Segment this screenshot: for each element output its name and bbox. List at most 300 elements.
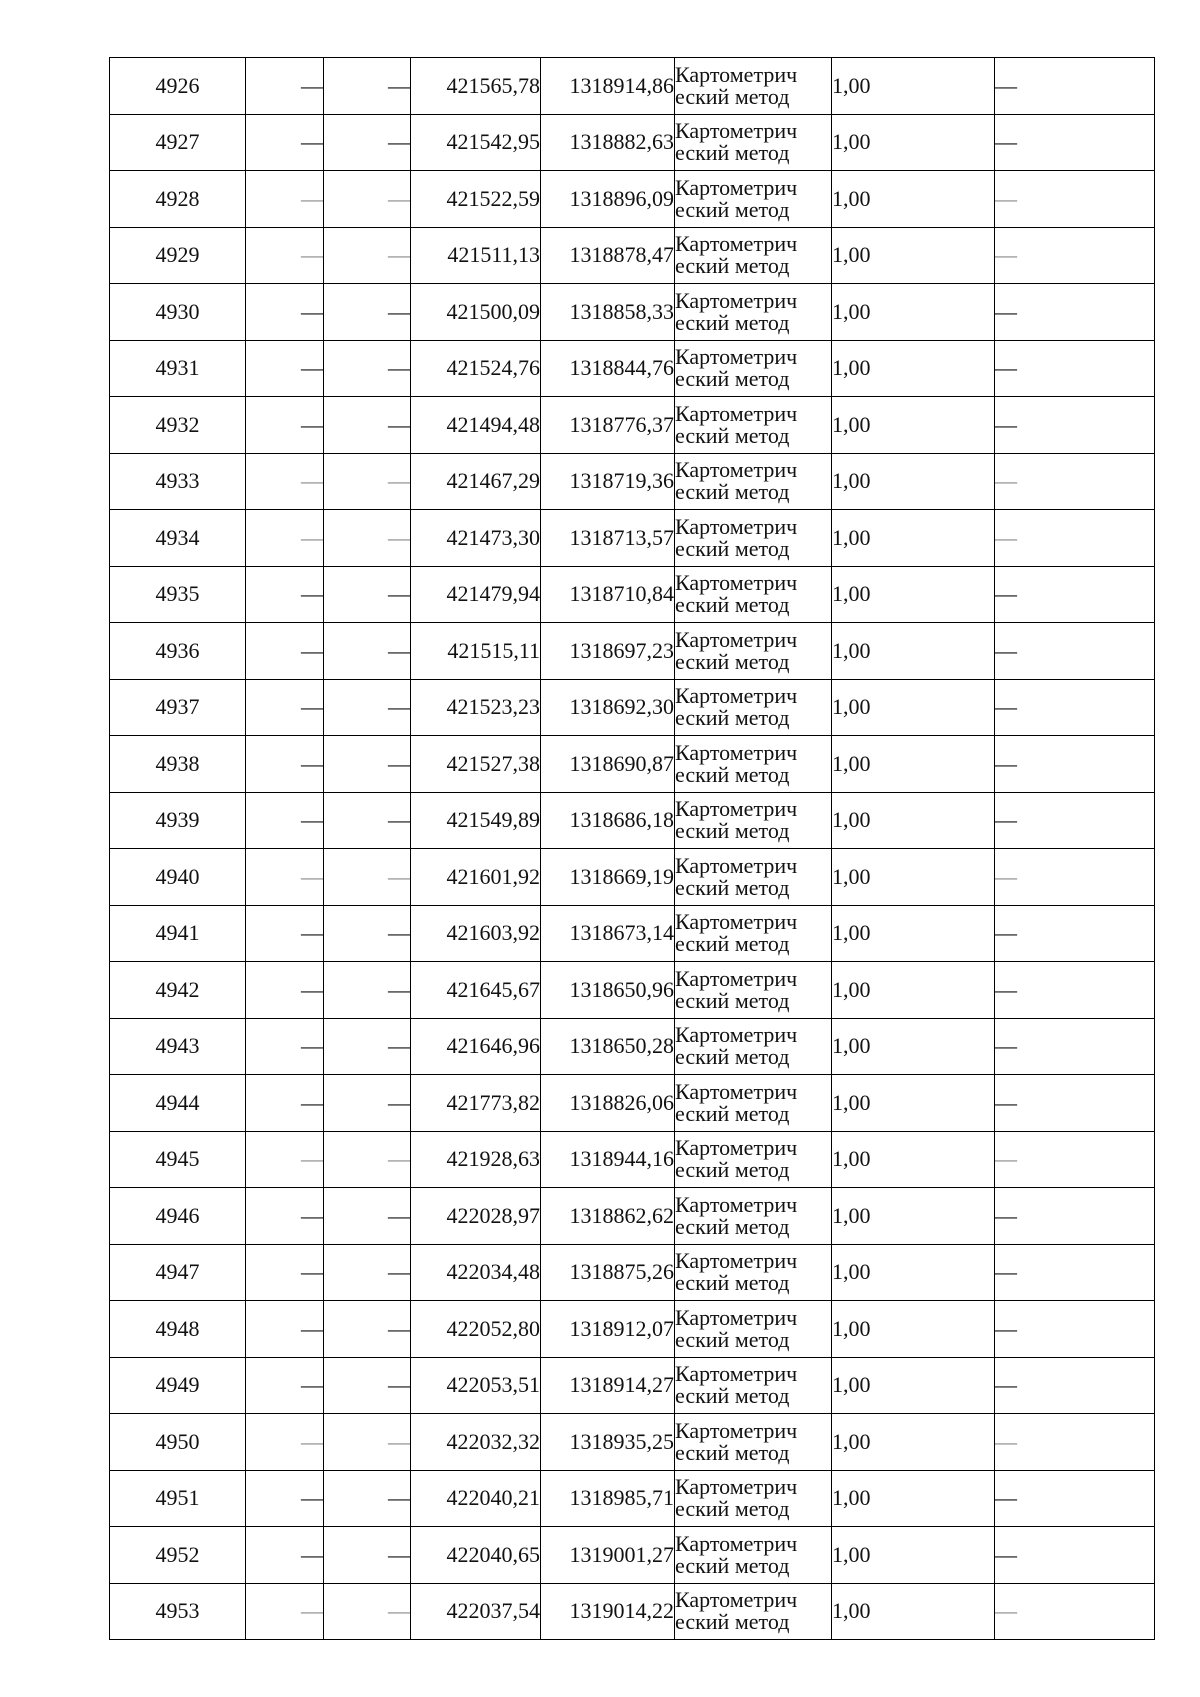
method-text-line-1: Картометрич bbox=[675, 1078, 798, 1104]
table-row bbox=[110, 1301, 1155, 1358]
point-number-cell: 4935 bbox=[110, 566, 246, 623]
x-coordinate-cell: 421473,30 bbox=[411, 510, 541, 567]
method-cell bbox=[675, 171, 832, 228]
method-text-line-1: Картометрич bbox=[675, 1587, 798, 1613]
method-cell bbox=[675, 114, 832, 171]
point-number-cell: 4950 bbox=[110, 1414, 246, 1471]
table-row bbox=[110, 510, 1155, 567]
empty-dash-cell: — bbox=[246, 566, 324, 623]
accuracy-cell: 1,00 bbox=[832, 114, 995, 171]
y-coordinate-cell: 1318692,30 bbox=[541, 679, 675, 736]
method-cell bbox=[675, 736, 832, 793]
y-coordinate-cell: 1318875,26 bbox=[541, 1244, 675, 1301]
y-coordinate-cell: 1318878,47 bbox=[541, 227, 675, 284]
empty-dash-cell: — bbox=[324, 1301, 411, 1358]
table-row bbox=[110, 114, 1155, 171]
y-coordinate-cell: 1318713,57 bbox=[541, 510, 675, 567]
method-text-line-2: еский метод bbox=[675, 648, 790, 674]
y-coordinate-cell: 1318776,37 bbox=[541, 397, 675, 454]
method-text-line-1: Картометрич bbox=[675, 344, 798, 370]
accuracy-cell: 1,00 bbox=[832, 1414, 995, 1471]
empty-dash-cell: — bbox=[246, 453, 324, 510]
description-dash-cell: — bbox=[995, 1414, 1155, 1471]
method-text-line-1: Картометрич bbox=[675, 1530, 798, 1556]
table-row bbox=[110, 1470, 1155, 1527]
y-coordinate-cell: 1318719,36 bbox=[541, 453, 675, 510]
method-text-line-2: еский метод bbox=[675, 592, 790, 618]
accuracy-cell: 1,00 bbox=[832, 1131, 995, 1188]
point-number-cell: 4934 bbox=[110, 510, 246, 567]
method-text-line-1: Картометрич bbox=[675, 174, 798, 200]
empty-dash-cell: — bbox=[246, 340, 324, 397]
empty-dash-cell: — bbox=[324, 1583, 411, 1640]
x-coordinate-cell: 421646,96 bbox=[411, 1018, 541, 1075]
empty-dash-cell: — bbox=[246, 962, 324, 1019]
method-text-line-2: еский метод bbox=[675, 761, 790, 787]
method-text-line-2: еский метод bbox=[675, 83, 790, 109]
point-number-cell: 4931 bbox=[110, 340, 246, 397]
x-coordinate-cell: 421515,11 bbox=[411, 623, 541, 680]
empty-dash-cell: — bbox=[324, 1470, 411, 1527]
accuracy-cell: 1,00 bbox=[832, 171, 995, 228]
description-dash-cell: — bbox=[995, 905, 1155, 962]
method-cell bbox=[675, 1470, 832, 1527]
table-row bbox=[110, 1414, 1155, 1471]
table-row bbox=[110, 679, 1155, 736]
description-dash-cell: — bbox=[995, 227, 1155, 284]
method-text-line-2: еский метод bbox=[675, 1213, 790, 1239]
method-text-line-2: еский метод bbox=[675, 1100, 790, 1126]
method-text-line-1: Картометрич bbox=[675, 570, 798, 596]
y-coordinate-cell: 1318912,07 bbox=[541, 1301, 675, 1358]
method-text-line-1: Картометрич bbox=[675, 1361, 798, 1387]
empty-dash-cell: — bbox=[246, 1301, 324, 1358]
method-cell bbox=[675, 1075, 832, 1132]
table-row bbox=[110, 1075, 1155, 1132]
description-dash-cell: — bbox=[995, 792, 1155, 849]
table-row bbox=[110, 397, 1155, 454]
empty-dash-cell: — bbox=[324, 736, 411, 793]
point-number-cell: 4929 bbox=[110, 227, 246, 284]
empty-dash-cell: — bbox=[324, 58, 411, 115]
method-cell bbox=[675, 905, 832, 962]
empty-dash-cell: — bbox=[324, 679, 411, 736]
point-number-cell: 4928 bbox=[110, 171, 246, 228]
description-dash-cell: — bbox=[995, 566, 1155, 623]
method-text-line-1: Картометрич bbox=[675, 1135, 798, 1161]
y-coordinate-cell: 1318882,63 bbox=[541, 114, 675, 171]
point-number-cell: 4946 bbox=[110, 1188, 246, 1245]
accuracy-cell: 1,00 bbox=[832, 736, 995, 793]
empty-dash-cell: — bbox=[246, 1527, 324, 1584]
description-dash-cell: — bbox=[995, 58, 1155, 115]
empty-dash-cell: — bbox=[246, 849, 324, 906]
x-coordinate-cell: 422028,97 bbox=[411, 1188, 541, 1245]
method-text-line-2: еский метод bbox=[675, 1496, 790, 1522]
accuracy-cell: 1,00 bbox=[832, 58, 995, 115]
x-coordinate-cell: 421928,63 bbox=[411, 1131, 541, 1188]
empty-dash-cell: — bbox=[324, 171, 411, 228]
description-dash-cell: — bbox=[995, 1470, 1155, 1527]
method-cell bbox=[675, 792, 832, 849]
method-text-line-1: Картометрич bbox=[675, 1474, 798, 1500]
method-cell bbox=[675, 1301, 832, 1358]
method-cell bbox=[675, 510, 832, 567]
point-number-cell: 4930 bbox=[110, 284, 246, 341]
description-dash-cell: — bbox=[995, 736, 1155, 793]
method-cell bbox=[675, 58, 832, 115]
point-number-cell: 4951 bbox=[110, 1470, 246, 1527]
accuracy-cell: 1,00 bbox=[832, 340, 995, 397]
table-row bbox=[110, 1018, 1155, 1075]
method-text-line-1: Картометрич bbox=[675, 118, 798, 144]
method-cell bbox=[675, 849, 832, 906]
x-coordinate-cell: 421494,48 bbox=[411, 397, 541, 454]
empty-dash-cell: — bbox=[324, 849, 411, 906]
method-text-line-1: Картометрич bbox=[675, 796, 798, 822]
method-text-line-2: еский метод bbox=[675, 1044, 790, 1070]
description-dash-cell: — bbox=[995, 1244, 1155, 1301]
empty-dash-cell: — bbox=[246, 114, 324, 171]
description-dash-cell: — bbox=[995, 114, 1155, 171]
x-coordinate-cell: 422032,32 bbox=[411, 1414, 541, 1471]
method-text-line-1: Картометрич bbox=[675, 457, 798, 483]
method-text-line-1: Картометрич bbox=[675, 1304, 798, 1330]
method-text-line-2: еский метод bbox=[675, 1609, 790, 1635]
method-text-line-2: еский метод bbox=[675, 309, 790, 335]
method-text-line-2: еский метод bbox=[675, 422, 790, 448]
x-coordinate-cell: 421549,89 bbox=[411, 792, 541, 849]
method-cell bbox=[675, 679, 832, 736]
accuracy-cell: 1,00 bbox=[832, 623, 995, 680]
empty-dash-cell: — bbox=[324, 340, 411, 397]
empty-dash-cell: — bbox=[246, 1244, 324, 1301]
table-row bbox=[110, 453, 1155, 510]
method-cell bbox=[675, 227, 832, 284]
x-coordinate-cell: 422040,21 bbox=[411, 1470, 541, 1527]
y-coordinate-cell: 1318710,84 bbox=[541, 566, 675, 623]
x-coordinate-cell: 421773,82 bbox=[411, 1075, 541, 1132]
table-row bbox=[110, 284, 1155, 341]
description-dash-cell: — bbox=[995, 849, 1155, 906]
y-coordinate-cell: 1318650,28 bbox=[541, 1018, 675, 1075]
accuracy-cell: 1,00 bbox=[832, 566, 995, 623]
empty-dash-cell: — bbox=[324, 905, 411, 962]
y-coordinate-cell: 1318935,25 bbox=[541, 1414, 675, 1471]
empty-dash-cell: — bbox=[246, 679, 324, 736]
point-number-cell: 4926 bbox=[110, 58, 246, 115]
empty-dash-cell: — bbox=[324, 1357, 411, 1414]
empty-dash-cell: — bbox=[324, 1131, 411, 1188]
point-number-cell: 4933 bbox=[110, 453, 246, 510]
x-coordinate-cell: 421542,95 bbox=[411, 114, 541, 171]
point-number-cell: 4937 bbox=[110, 679, 246, 736]
table-row bbox=[110, 736, 1155, 793]
method-text-line-2: еский метод bbox=[675, 1383, 790, 1409]
point-number-cell: 4948 bbox=[110, 1301, 246, 1358]
method-text-line-2: еский метод bbox=[675, 1326, 790, 1352]
empty-dash-cell: — bbox=[324, 1018, 411, 1075]
y-coordinate-cell: 1318690,87 bbox=[541, 736, 675, 793]
table-row bbox=[110, 849, 1155, 906]
y-coordinate-cell: 1318944,16 bbox=[541, 1131, 675, 1188]
y-coordinate-cell: 1318858,33 bbox=[541, 284, 675, 341]
table-row bbox=[110, 1583, 1155, 1640]
method-text-line-2: еский метод bbox=[675, 1439, 790, 1465]
description-dash-cell: — bbox=[995, 1583, 1155, 1640]
coordinates-table bbox=[109, 57, 1155, 1640]
method-text-line-2: еский метод bbox=[675, 987, 790, 1013]
method-text-line-1: Картометрич bbox=[675, 287, 798, 313]
table-row bbox=[110, 340, 1155, 397]
empty-dash-cell: — bbox=[246, 1414, 324, 1471]
table-row bbox=[110, 1131, 1155, 1188]
method-text-line-2: еский метод bbox=[675, 253, 790, 279]
empty-dash-cell: — bbox=[324, 1188, 411, 1245]
table-row bbox=[110, 58, 1155, 115]
y-coordinate-cell: 1319014,22 bbox=[541, 1583, 675, 1640]
point-number-cell: 4940 bbox=[110, 849, 246, 906]
accuracy-cell: 1,00 bbox=[832, 227, 995, 284]
point-number-cell: 4949 bbox=[110, 1357, 246, 1414]
empty-dash-cell: — bbox=[246, 58, 324, 115]
description-dash-cell: — bbox=[995, 1527, 1155, 1584]
method-text-line-1: Картометрич bbox=[675, 683, 798, 709]
description-dash-cell: — bbox=[995, 397, 1155, 454]
method-text-line-1: Картометрич bbox=[675, 1022, 798, 1048]
method-text-line-2: еский метод bbox=[675, 1270, 790, 1296]
empty-dash-cell: — bbox=[324, 962, 411, 1019]
point-number-cell: 4945 bbox=[110, 1131, 246, 1188]
table-row bbox=[110, 962, 1155, 1019]
accuracy-cell: 1,00 bbox=[832, 1357, 995, 1414]
method-text-line-1: Картометрич bbox=[675, 231, 798, 257]
point-number-cell: 4932 bbox=[110, 397, 246, 454]
method-text-line-2: еский метод bbox=[675, 705, 790, 731]
method-text-line-1: Картометрич bbox=[675, 1191, 798, 1217]
accuracy-cell: 1,00 bbox=[832, 453, 995, 510]
method-text-line-1: Картометрич bbox=[675, 61, 798, 87]
empty-dash-cell: — bbox=[324, 1244, 411, 1301]
x-coordinate-cell: 421511,13 bbox=[411, 227, 541, 284]
empty-dash-cell: — bbox=[246, 284, 324, 341]
method-text-line-1: Картометрич bbox=[675, 400, 798, 426]
y-coordinate-cell: 1318826,06 bbox=[541, 1075, 675, 1132]
method-cell bbox=[675, 1583, 832, 1640]
y-coordinate-cell: 1318673,14 bbox=[541, 905, 675, 962]
description-dash-cell: — bbox=[995, 1018, 1155, 1075]
table-row bbox=[110, 1527, 1155, 1584]
empty-dash-cell: — bbox=[324, 566, 411, 623]
description-dash-cell: — bbox=[995, 1301, 1155, 1358]
x-coordinate-cell: 421500,09 bbox=[411, 284, 541, 341]
empty-dash-cell: — bbox=[246, 1131, 324, 1188]
method-cell bbox=[675, 566, 832, 623]
point-number-cell: 4939 bbox=[110, 792, 246, 849]
method-cell bbox=[675, 1131, 832, 1188]
accuracy-cell: 1,00 bbox=[832, 1583, 995, 1640]
y-coordinate-cell: 1318650,96 bbox=[541, 962, 675, 1019]
empty-dash-cell: — bbox=[324, 1075, 411, 1132]
method-cell bbox=[675, 453, 832, 510]
method-cell bbox=[675, 1018, 832, 1075]
x-coordinate-cell: 422034,48 bbox=[411, 1244, 541, 1301]
accuracy-cell: 1,00 bbox=[832, 1188, 995, 1245]
point-number-cell: 4947 bbox=[110, 1244, 246, 1301]
method-cell bbox=[675, 623, 832, 680]
empty-dash-cell: — bbox=[246, 1357, 324, 1414]
empty-dash-cell: — bbox=[246, 623, 324, 680]
point-number-cell: 4953 bbox=[110, 1583, 246, 1640]
method-text-line-1: Картометрич bbox=[675, 965, 798, 991]
y-coordinate-cell: 1318862,62 bbox=[541, 1188, 675, 1245]
method-text-line-2: еский метод bbox=[675, 479, 790, 505]
method-cell bbox=[675, 397, 832, 454]
method-cell bbox=[675, 284, 832, 341]
table-row bbox=[110, 1188, 1155, 1245]
accuracy-cell: 1,00 bbox=[832, 679, 995, 736]
accuracy-cell: 1,00 bbox=[832, 1244, 995, 1301]
description-dash-cell: — bbox=[995, 1131, 1155, 1188]
empty-dash-cell: — bbox=[246, 792, 324, 849]
point-number-cell: 4936 bbox=[110, 623, 246, 680]
description-dash-cell: — bbox=[995, 171, 1155, 228]
description-dash-cell: — bbox=[995, 453, 1155, 510]
table-row bbox=[110, 905, 1155, 962]
table-body bbox=[110, 58, 1155, 1640]
y-coordinate-cell: 1318697,23 bbox=[541, 623, 675, 680]
accuracy-cell: 1,00 bbox=[832, 1470, 995, 1527]
empty-dash-cell: — bbox=[246, 1470, 324, 1527]
point-number-cell: 4938 bbox=[110, 736, 246, 793]
empty-dash-cell: — bbox=[246, 227, 324, 284]
x-coordinate-cell: 421565,78 bbox=[411, 58, 541, 115]
accuracy-cell: 1,00 bbox=[832, 1527, 995, 1584]
empty-dash-cell: — bbox=[246, 736, 324, 793]
method-cell bbox=[675, 1188, 832, 1245]
method-text-line-1: Картометрич bbox=[675, 626, 798, 652]
method-text-line-2: еский метод bbox=[675, 874, 790, 900]
y-coordinate-cell: 1318896,09 bbox=[541, 171, 675, 228]
empty-dash-cell: — bbox=[324, 227, 411, 284]
accuracy-cell: 1,00 bbox=[832, 849, 995, 906]
x-coordinate-cell: 421601,92 bbox=[411, 849, 541, 906]
method-text-line-2: еский метод bbox=[675, 535, 790, 561]
x-coordinate-cell: 421603,92 bbox=[411, 905, 541, 962]
empty-dash-cell: — bbox=[324, 623, 411, 680]
table-row bbox=[110, 792, 1155, 849]
empty-dash-cell: — bbox=[246, 905, 324, 962]
x-coordinate-cell: 422052,80 bbox=[411, 1301, 541, 1358]
y-coordinate-cell: 1318985,71 bbox=[541, 1470, 675, 1527]
x-coordinate-cell: 422037,54 bbox=[411, 1583, 541, 1640]
table-row bbox=[110, 1357, 1155, 1414]
empty-dash-cell: — bbox=[324, 397, 411, 454]
method-cell bbox=[675, 340, 832, 397]
x-coordinate-cell: 421645,67 bbox=[411, 962, 541, 1019]
point-number-cell: 4942 bbox=[110, 962, 246, 1019]
point-number-cell: 4927 bbox=[110, 114, 246, 171]
table-row bbox=[110, 566, 1155, 623]
method-cell bbox=[675, 1357, 832, 1414]
method-text-line-2: еский метод bbox=[675, 1552, 790, 1578]
point-number-cell: 4952 bbox=[110, 1527, 246, 1584]
empty-dash-cell: — bbox=[324, 510, 411, 567]
empty-dash-cell: — bbox=[246, 510, 324, 567]
table-row bbox=[110, 1244, 1155, 1301]
method-text-line-1: Картометрич bbox=[675, 852, 798, 878]
y-coordinate-cell: 1318914,86 bbox=[541, 58, 675, 115]
y-coordinate-cell: 1318669,19 bbox=[541, 849, 675, 906]
description-dash-cell: — bbox=[995, 1357, 1155, 1414]
description-dash-cell: — bbox=[995, 623, 1155, 680]
empty-dash-cell: — bbox=[324, 1527, 411, 1584]
point-number-cell: 4943 bbox=[110, 1018, 246, 1075]
accuracy-cell: 1,00 bbox=[832, 905, 995, 962]
method-cell bbox=[675, 1527, 832, 1584]
empty-dash-cell: — bbox=[246, 1018, 324, 1075]
y-coordinate-cell: 1319001,27 bbox=[541, 1527, 675, 1584]
description-dash-cell: — bbox=[995, 284, 1155, 341]
method-cell bbox=[675, 1244, 832, 1301]
accuracy-cell: 1,00 bbox=[832, 1075, 995, 1132]
method-text-line-1: Картометрич bbox=[675, 909, 798, 935]
empty-dash-cell: — bbox=[246, 1188, 324, 1245]
method-cell bbox=[675, 1414, 832, 1471]
x-coordinate-cell: 421522,59 bbox=[411, 171, 541, 228]
method-text-line-1: Картометрич bbox=[675, 513, 798, 539]
empty-dash-cell: — bbox=[324, 792, 411, 849]
method-text-line-2: еский метод bbox=[675, 818, 790, 844]
empty-dash-cell: — bbox=[246, 1075, 324, 1132]
method-text-line-2: еский метод bbox=[675, 196, 790, 222]
accuracy-cell: 1,00 bbox=[832, 792, 995, 849]
x-coordinate-cell: 421524,76 bbox=[411, 340, 541, 397]
method-text-line-2: еский метод bbox=[675, 366, 790, 392]
accuracy-cell: 1,00 bbox=[832, 1018, 995, 1075]
description-dash-cell: — bbox=[995, 962, 1155, 1019]
method-text-line-1: Картометрич bbox=[675, 739, 798, 765]
method-text-line-2: еский метод bbox=[675, 1157, 790, 1183]
x-coordinate-cell: 421527,38 bbox=[411, 736, 541, 793]
method-text-line-1: Картометрич bbox=[675, 1248, 798, 1274]
description-dash-cell: — bbox=[995, 340, 1155, 397]
accuracy-cell: 1,00 bbox=[832, 1301, 995, 1358]
x-coordinate-cell: 421523,23 bbox=[411, 679, 541, 736]
empty-dash-cell: — bbox=[324, 114, 411, 171]
y-coordinate-cell: 1318686,18 bbox=[541, 792, 675, 849]
description-dash-cell: — bbox=[995, 1188, 1155, 1245]
accuracy-cell: 1,00 bbox=[832, 284, 995, 341]
point-number-cell: 4944 bbox=[110, 1075, 246, 1132]
empty-dash-cell: — bbox=[246, 171, 324, 228]
table-row bbox=[110, 171, 1155, 228]
x-coordinate-cell: 421467,29 bbox=[411, 453, 541, 510]
y-coordinate-cell: 1318844,76 bbox=[541, 340, 675, 397]
method-text-line-1: Картометрич bbox=[675, 1417, 798, 1443]
table-row bbox=[110, 623, 1155, 680]
x-coordinate-cell: 422053,51 bbox=[411, 1357, 541, 1414]
accuracy-cell: 1,00 bbox=[832, 397, 995, 454]
table-row bbox=[110, 227, 1155, 284]
x-coordinate-cell: 421479,94 bbox=[411, 566, 541, 623]
point-number-cell: 4941 bbox=[110, 905, 246, 962]
empty-dash-cell: — bbox=[324, 453, 411, 510]
y-coordinate-cell: 1318914,27 bbox=[541, 1357, 675, 1414]
x-coordinate-cell: 422040,65 bbox=[411, 1527, 541, 1584]
empty-dash-cell: — bbox=[324, 1414, 411, 1471]
accuracy-cell: 1,00 bbox=[832, 962, 995, 1019]
